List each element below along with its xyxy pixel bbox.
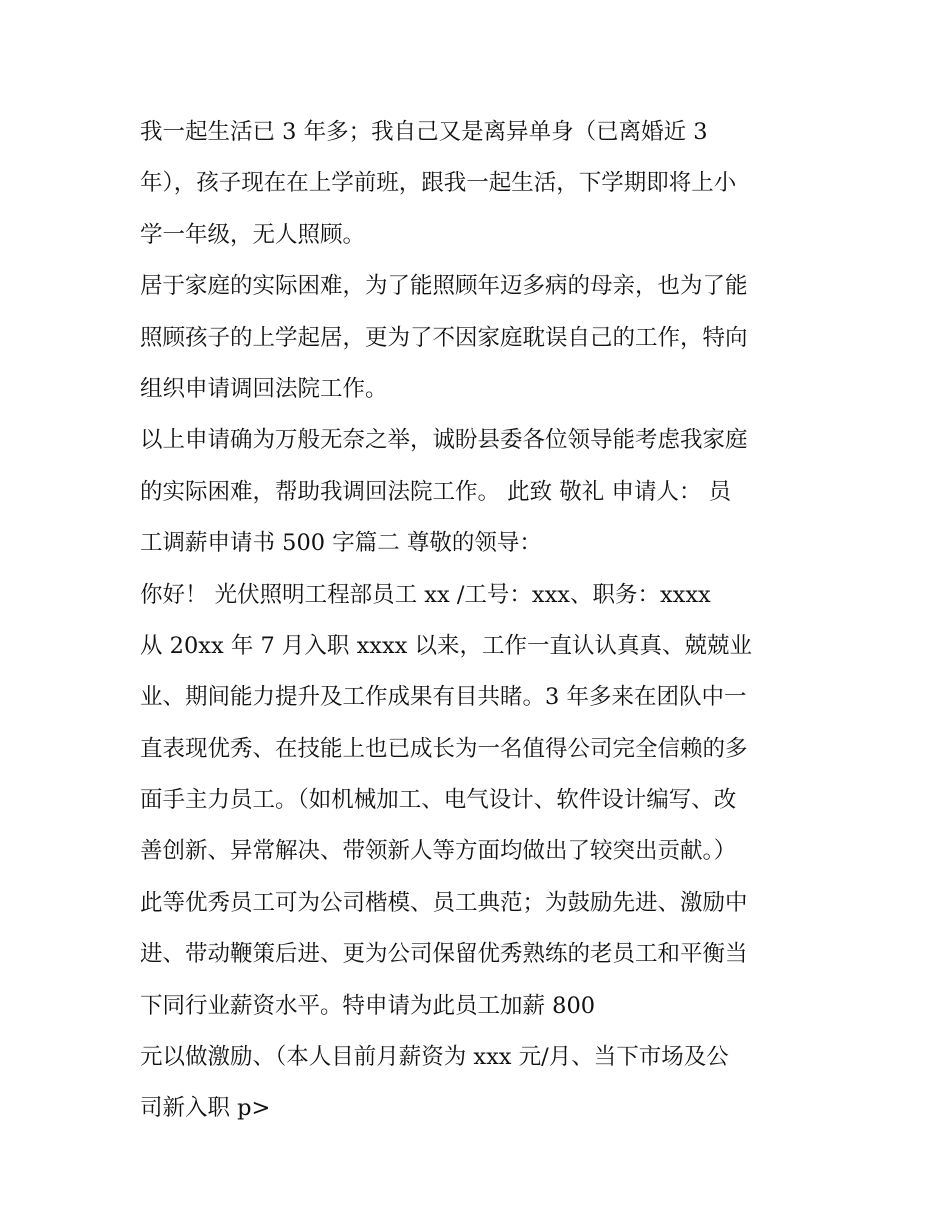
text-line: 年），孩子现在在上学前班，跟我一起生活，下学期即将上小 (140, 170, 737, 197)
text-line: 我一起生活已 3 年多；我自己又是离异单身（已离婚近 3 (140, 119, 708, 145)
text-line: 业、期间能力提升及工作成果有目共睹。3 年多来在团队中一 (140, 684, 747, 711)
document-body (140, 107, 820, 1135)
text-line: 下同行业薪资水平。特申请为此员工加薪 800 (140, 992, 596, 1019)
text-line: 组织申请调回法院工作。 (140, 375, 388, 402)
text-line: 从 20xx 年 7 月入职 xxxx 以来，工作一直认认真真、兢兢业 (140, 632, 752, 659)
text-line: 此等优秀员工可为公司楷模、员工典范；为鼓励先进、激励中 (140, 889, 748, 916)
text-line: 以上申请确为万般无奈之举，诚盼县委各位领导能考虑我家庭 (140, 427, 748, 454)
text-line: 工调薪申请书 500 字篇二 尊敬的领导： (140, 530, 542, 557)
text-line: 善创新、异常解决、带领新人等方面均做出了较突出贡献。） (140, 838, 737, 865)
text-line: 学一年级，无人照顾。 (140, 221, 366, 248)
text-line: 面手主力员工。（如机械加工、电气设计、软件设计编写、改 (140, 787, 737, 814)
text-line: 的实际困难，帮助我调回法院工作。 此致 敬礼 申请人： 员 (140, 478, 732, 505)
text-line: 居于家庭的实际困难，为了能照顾年迈多病的母亲，也为了能 (140, 273, 748, 300)
text-line: 直表现优秀、在技能上也已成长为一名值得公司完全信赖的多 (140, 735, 748, 762)
text-line: 照顾孩子的上学起居，更为了不因家庭耽误自己的工作，特向 (140, 324, 748, 351)
text-line: 司新入职 p> (140, 1095, 271, 1122)
text-line: 你好！ 光伏照明工程部员工 xx /工号：xxx、职务：xxxx (140, 581, 711, 608)
text-line: 元以做激励、（本人目前月薪资为 xxx 元/月、当下市场及公 (140, 1044, 729, 1071)
text-line: 进、带动鞭策后进、更为公司保留优秀熟练的老员工和平衡当 (140, 941, 748, 968)
